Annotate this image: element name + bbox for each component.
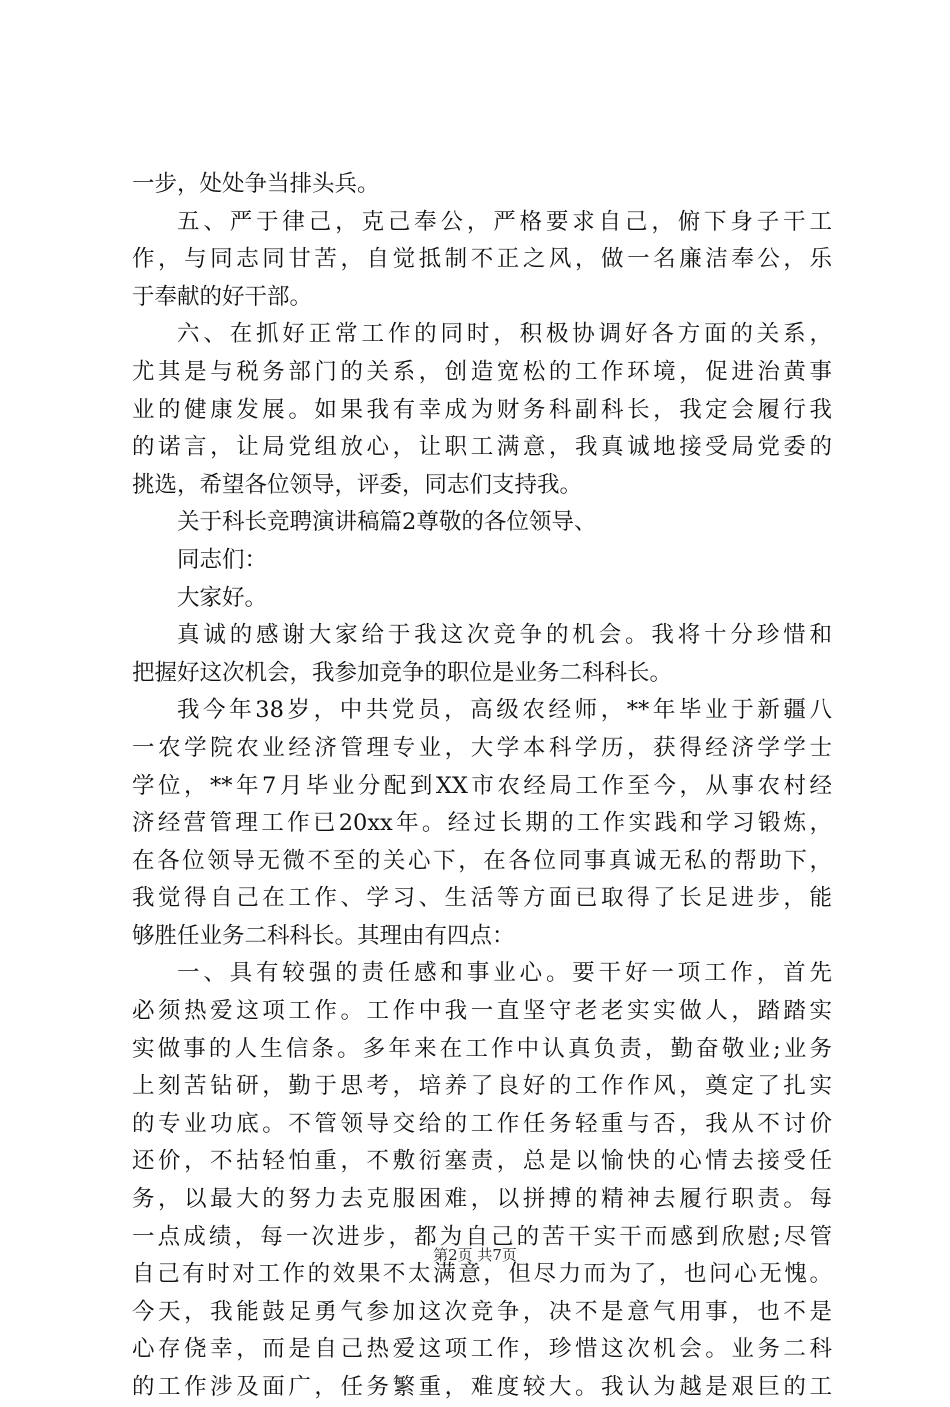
text-line: 六、在抓好正常工作的同时，积极协调好各方面的关系， xyxy=(177,321,832,348)
text-line: 业的健康发展。如果我有幸成为财务科副科长，我定会履行我 xyxy=(132,396,832,423)
text-line: 实做事的人生信条。多年来在工作中认真负责，勤奋敬业;业务 xyxy=(132,1035,832,1062)
salutation-line: 同志们： xyxy=(177,546,268,573)
text-line: 五、严于律己，克己奉公，严格要求自己，俯下身子干工 xyxy=(177,208,832,235)
text-line: 一步，处处争当排头兵。 xyxy=(132,171,380,197)
text-line: 一农学院农业经济管理专业，大学本科学历，获得经济学学士 xyxy=(132,734,832,761)
section-heading-line: 关于科长竞聘演讲稿篇2尊敬的各位领导、 xyxy=(177,509,597,536)
text-line: 必须热爱这项工作。工作中我一直坚守老老实实做人，踏踏实 xyxy=(132,998,832,1025)
text-line: 学位，**年7月毕业分配到XX市农经局工作至今，从事农村经 xyxy=(132,772,832,799)
text-line: 自己有时对工作的效果不太满意，但尽力而为了，也问心无愧。 xyxy=(132,1261,832,1288)
text-line: 把握好这次机会，我参加竞争的职位是业务二科科长。 xyxy=(132,659,673,686)
text-line: 于奉献的好干部。 xyxy=(132,283,313,310)
text-line: 真诚的感谢大家给于我这次竞争的机会。我将十分珍惜和 xyxy=(177,622,832,649)
text-line: 务，以最大的努力去克服困难，以拼搏的精神去履行职责。每 xyxy=(132,1186,832,1213)
text-line: 今天，我能鼓足勇气参加这次竞争，决不是意气用事，也不是 xyxy=(132,1298,832,1325)
page-footer xyxy=(0,1244,950,1265)
text-line: 我今年38岁，中共党员，高级农经师，**年毕业于新疆八 xyxy=(177,697,832,724)
text-line: 我觉得自己在工作、学习、生活等方面已取得了长足进步，能 xyxy=(132,885,832,912)
text-line: 的诺言，让局党组放心，让职工满意，我真诚地接受局党委的 xyxy=(132,434,832,461)
text-line: 的专业功底。不管领导交给的工作任务轻重与否，我从不讨价 xyxy=(132,1110,832,1137)
text-line: 尤其是与税务部门的关系，创造宽松的工作环境，促进治黄事 xyxy=(132,358,832,385)
text-line: 一点成绩，每一次进步，都为自己的苦干实干而感到欣慰;尽管 xyxy=(132,1223,832,1250)
text-line: 挑选，希望各位领导，评委，同志们支持我。 xyxy=(132,471,583,498)
text-line: 上刻苦钻研，勤于思考，培养了良好的工作作风，奠定了扎实 xyxy=(132,1073,832,1100)
text-line: 在各位领导无微不至的关心下，在各位同事真诚无私的帮助下， xyxy=(132,847,832,874)
text-line: 一、具有较强的责任感和事业心。要干好一项工作，首先 xyxy=(177,960,832,987)
text-line: 心存侥幸，而是自己热爱这项工作，珍惜这次机会。业务二科 xyxy=(132,1336,832,1363)
text-line: 的工作涉及面广，任务繁重，难度较大。我认为越是艰巨的工 xyxy=(132,1374,832,1400)
text-line: 济经营管理工作已20xx年。经过长期的工作实践和学习锻炼， xyxy=(132,810,832,837)
greeting-line: 大家好。 xyxy=(177,584,268,611)
text-line: 够胜任业务二科科长。其理由有四点： xyxy=(132,922,515,949)
text-line: 作，与同志同甘苦，自觉抵制不正之风，做一名廉洁奉公，乐 xyxy=(132,246,832,273)
text-line: 还价，不拈轻怕重，不敷衍塞责，总是以愉快的心情去接受任 xyxy=(132,1148,832,1175)
page-number: 第2页 共7页 xyxy=(433,1246,517,1264)
document-body xyxy=(132,166,832,1407)
